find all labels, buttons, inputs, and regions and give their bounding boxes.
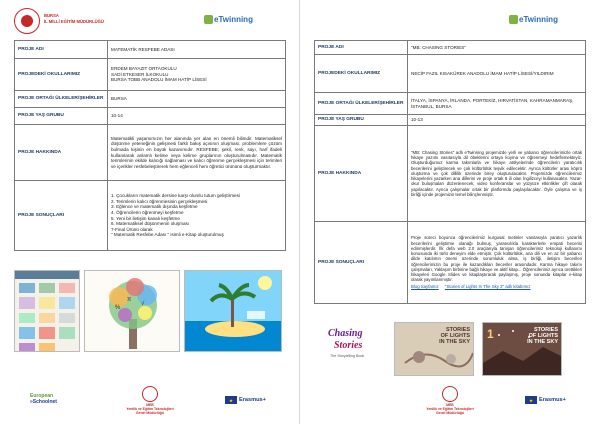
padlet-image <box>15 271 80 352</box>
meb-footer-sub1: Yenilik ve Eğitim Teknolojileri <box>126 407 174 412</box>
sonuc-item: 5. Yeni bir iletişim kanalı keşfetme <box>111 215 180 221</box>
sonuc-item: 3. Eğlence ve matematik dışında keşfetme <box>111 204 198 210</box>
etwinning-text: eTwinning <box>214 15 253 24</box>
sonuclar-text: Proje süreci boyunca öğrencilerimiz kurgusal metinler vasıtasıyla yaratıcı yazarlık becerilerini geliştirme olanağı bulmuş, yaratıcılıkla karakterlerle empati becerisi edinmişlerdir. İlk defa web 2.0 araçlarıyla tanışan öğrencilerimiz teknoloji kullanımı konusunda iki türlü deneyim elde etmiştir. Çok kültürlülük, ana dili ve en az bir yabancı dilde katılımın önemi üzerinde sorumluluk alma, iş birliği, iletişim becerileri öğrencilerimizin bu proje ile kazandıkları beceriler arasındadır. Karma hikaye takımı çalışmaları, Yaklaşım birbirine bağlı hikaye ve aktif kitap... Öğrencilerimiz ayrıca ürettikleri hikayeleri Google Slides ve kitaplaştırarak paylaşmış, proje sonunda kitaplar e-kitap olarak yayımlanmıştır. <box>411 235 582 283</box>
row-label-okullar: PROJEDEKİ OKULLARIMIZ <box>315 55 408 93</box>
ulkeler-value: BURSA <box>108 91 286 108</box>
sonuc-item: " Matematik Resfebe Adası " isimli e-Kitap oluşturulmuş <box>111 232 224 238</box>
right-page <box>300 0 600 424</box>
hakkinda-value: Matematikli yaşamımızın her alanında yer alan en önemli bilimdir. Matematiksel düşünme yeteneğinin gelişmesi farklı bakış açısının oluşması, problemlere çözüm bulmada kişinin en büyük kazanımıdır. RESFEBE; şekil, renk, sayı, harf ifadeli kullanılarak anlamlı kelime veya kelime gruplarının oluşturulmasıdır. Matematik terimlerinin ekilde kalıcığı sağlaması ve kalıcı öğrenme gerçekleşmesi için terimleri ve içerikler resfebeleştirerek hem eğlenceli hem öğretici ürününü oluşturmaktır. <box>108 125 286 181</box>
yas-value: 10-14 <box>108 108 286 125</box>
svg-text:√: √ <box>141 301 145 307</box>
ulkeler-value: İTALYA, İSPANYA, İRLANDA, PORTEKİZ, HIRVATİSTAN, KAHRAMANMARAŞ, İSTANBUL, BURSA <box>408 93 586 115</box>
etwinning-icon <box>509 15 518 24</box>
schoolnet-text: »Schoolnet <box>30 398 57 405</box>
chasing-subtitle: The Storytelling Book <box>330 354 365 358</box>
european-schoolnet-logo <box>30 394 57 405</box>
okul-item: SADİ ETKESER İLKOKULU <box>111 71 169 77</box>
sonuc-item: 7-Final Ürünü olarak <box>111 226 153 232</box>
okullar-value <box>108 59 286 91</box>
okul-item: BURSA TOBB ANADOLU İMAM HATİP LİSESİ <box>111 77 207 83</box>
right-header <box>314 8 586 34</box>
svg-text:%: % <box>115 305 121 311</box>
etwinning-text-right: eTwinning <box>519 15 558 24</box>
chasing-title2: Stories <box>334 340 363 351</box>
svg-text:π: π <box>127 297 132 303</box>
eu-flag-icon: ★ <box>225 396 237 404</box>
sonuc-item: 1. Çocukların matematik dersine karşı olumlu tutum geliştirmesi <box>111 193 240 199</box>
left-project-table <box>14 40 286 251</box>
row-label-sonuclar: PROJE SONUÇLARI <box>15 181 108 251</box>
sonuclar-value <box>408 222 586 304</box>
row-label-hakkinda: PROJE HAKKINDA <box>15 125 108 181</box>
meb-footer-sub2: Genel Müdürlüğü <box>136 411 164 416</box>
header-title-line2: İL MİLLİ EĞİTİM MÜDÜRLÜĞÜ <box>44 18 104 24</box>
meb-footer-emblem <box>142 386 158 402</box>
book2-line1: STORIES <box>533 327 558 333</box>
row-label-ulkeler: PROJE ORTAĞI ÜLKELER/ŞEHİRLER <box>315 93 408 115</box>
okul-item: ERDEM BAYAZIT ORTAOKULU <box>111 66 177 72</box>
etwinning-logo <box>204 15 253 24</box>
sonuc-item: 4. Öğrencilerin öğrenmeyi keşfetme <box>111 209 184 215</box>
okullar-value: NECİP FAZIL KISAKÜREK ANADOLU İMAM HATİP LİSESİ/YILDIRIM <box>408 55 586 93</box>
row-label-sonuclar: PROJE SONUÇLARI <box>315 222 408 304</box>
erasmus-logo <box>225 396 266 404</box>
row-label-yas: PROJE YAŞ GRUBU <box>15 108 108 125</box>
chasing-stories-logo <box>322 322 386 370</box>
book2-line2: OF LIGHTS <box>528 333 558 339</box>
chasing-title1: Chasing <box>328 328 363 339</box>
row-label-proje-adi: PROJE ADI <box>15 41 108 59</box>
meb-footer-name: MEB <box>146 403 154 407</box>
book-cover-2 <box>482 322 562 376</box>
erasmus-logo-right <box>525 396 566 404</box>
sonuc-item: 6. Matematiksel düşünmenin oluşması <box>111 221 190 227</box>
row-label-hakkinda: PROJE HAKKINDA <box>315 126 408 222</box>
right-project-table <box>314 40 586 304</box>
book1-title <box>439 327 470 345</box>
book2-number: 1 <box>487 327 494 341</box>
right-footer <box>300 382 600 422</box>
header-title <box>44 13 104 24</box>
math-tree-image <box>84 270 180 352</box>
row-label-yas: PROJE YAŞ GRUBU <box>315 115 408 126</box>
eu-flag-icon: ★ <box>525 396 537 404</box>
island-image <box>184 270 282 352</box>
book1-line1: STORIES <box>445 327 470 333</box>
erasmus-text: Erasmus+ <box>239 397 266 403</box>
hakkinda-value: "MB: Chasing Stories" adlı eTwinning projemizde yerli ve yabancı öğrencilerimizle ortak hikaye yazımı vasıtasıyla dil öbeklerini ortaya koyma ve öğrenmeyi hedeflemekteyiz. Oluşturduğumuz karma takımlarla ve hikaye atölyelerinde öğrencilerin yaratıcılık becerilerini geliştirecek ve çok kültürlülük teşvik edilecektir. Ayrıca kültürler arası köprü oluşturma ve çok dillilik üzerinde birey oluşturulacaktır. Projemizde öğrencilerimiz hikayelerini yazarken ana dillerini ve proje ortak 8 ili olan İngilizceyi kullanacaktır. Yazar-okur buluşmaları düzenlenecek, video konferanslar ve yüzyüze etkinlikler çift olarak yapılacaktır. Ayrıca çalışmalar ortak bir platformda paylaşılacaktır. Öyle çalışma ve iş birliği içinde projemizin temel bilinçlenmiştir. <box>408 126 586 222</box>
meb-footer-name: MEB <box>446 403 454 407</box>
row-label-proje-adi: PROJE ADI <box>315 41 408 55</box>
erasmus-text: Erasmus+ <box>539 397 566 403</box>
left-footer <box>0 382 300 422</box>
meb-footer-sub1: Yenilik ve Eğitim Teknolojileri <box>426 407 474 412</box>
meb-footer-emblem <box>442 386 458 402</box>
math-tree-art <box>85 271 180 352</box>
links-line <box>411 284 582 289</box>
meb-logo-core <box>21 15 33 27</box>
blog-link[interactable]: Blog Sayfamız <box>411 284 439 290</box>
meb-logo <box>14 8 40 34</box>
book-link[interactable]: "Stories of Lights In The Sky 2" adlı kitabımız <box>444 284 531 290</box>
book-cover-1 <box>394 322 474 376</box>
proje-adi-value: MATEMATİK RESFEBE ADASI <box>108 41 286 59</box>
book1-line2: OF LIGHTS <box>440 333 470 339</box>
book2-title <box>527 327 558 345</box>
row-label-okullar: PROJEDEKİ OKULLARIMIZ <box>15 59 108 91</box>
book2-line3: IN THE SKY <box>527 339 558 345</box>
island-art <box>185 271 282 352</box>
row-label-ulkeler: PROJE ORTAĞI ÜLKELER/ŞEHİRLER <box>15 91 108 108</box>
header-title-line1: BURSA <box>44 13 59 18</box>
padlet-screenshot <box>14 270 80 352</box>
right-images <box>322 322 562 376</box>
book1-line3: IN THE SKY <box>439 339 470 345</box>
proje-adi-value: "MB: CHASING STORIES" <box>408 41 586 55</box>
meb-footer-sub2: Genel Müdürlüğü <box>436 411 464 416</box>
sonuclar-value <box>108 181 286 251</box>
meb-footer-logo-right <box>412 386 488 416</box>
left-screenshots <box>14 270 282 352</box>
meb-footer-logo <box>112 386 188 416</box>
yas-value: 10-13 <box>408 115 586 126</box>
left-header <box>14 8 286 34</box>
etwinning-logo-right <box>509 15 558 24</box>
sonuc-item: 2. Terimlerin kalıcı öğrenmesinin gerçekleşmesi <box>111 198 208 204</box>
european-text: European <box>30 393 54 399</box>
etwinning-icon <box>204 15 213 24</box>
